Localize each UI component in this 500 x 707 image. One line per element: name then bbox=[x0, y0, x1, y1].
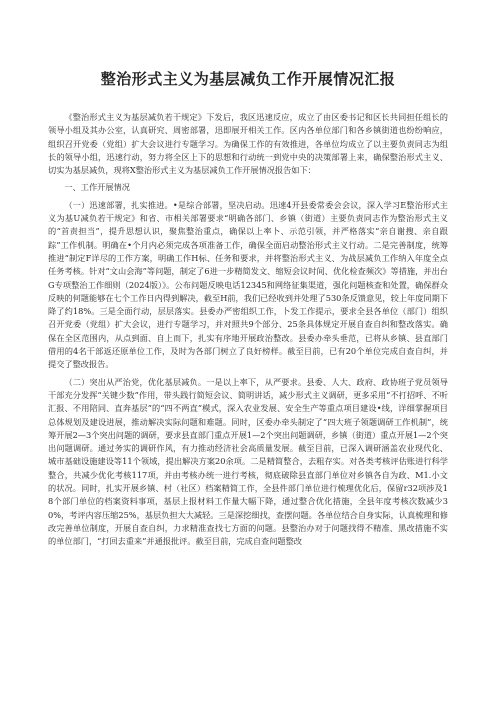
document-title: 整治形式主义为基层减负工作开展情况汇报 bbox=[100, 70, 396, 88]
section-heading: 一、工作开展情况 bbox=[64, 182, 130, 193]
body-paragraph-1: （一）迅速部署，扎实推进。•是综合部署，坚决启动。迅速4开县委常委会会议，深入学习E整治形式主义为基U减负若干规定》和省、市相关部署要求“明确各部门、乡镇（街道）主要负责同志作为整治形式主义的“首责担当”，提升思想认识，聚焦整治重点，确保以上率卜、示范引领，并严格落实“亲自谢搜、亲自跟踪”工作机制。明确在•个月内必须完成各项准备工作，确保全面启动整治形式主义行动。二是完善制度，统筹推进“制定F详尽的工作方案，明确工作H标、任务和要求，并将整治形式主义、为战层减负工作纳入年度全点任务考核。针对“文山会海”等问题，制定了6进一步精简发文、缩短会议时间、优化检查频次》等措施，并出台G专项整治工作细则（2024版）》。公布问题反映电话12345和网络征集渠道，强化问题核查和处置，确保群众反映的何题能够在七个工作日内得到解决，截至H前，我们已经收到并处理了530条反馈意见，较上年度同期下降了约18%。三是全面行动，层层落实。县委办严密组织工作，卜发工作提示，要求全县各单位（部门）组织召开党委（党组）扩大会议，进行专题学习，并对照共9个部分、25条具体规定开展自查自纠和整改落实。确保在全区范围内，从点到面、自上而下，扎实有序地开展政治整改。县委办牵头垂范，已将从乡镇、县直部门借用的4名干部返还原单位工作，及时为各部门树立了良好榜样。截至目前，已有20个单位完成自查自纠，并提交了整改报告。 bbox=[48, 199, 448, 370]
body-paragraph-2: （二）突出从严治党，优化基层减负。一是以上率下，从严要求。县委、人大、政府、政协班子党员领导干部充分发挥“关键少数”作用，带头践行简短会议、简明讲话，减少形式主义调研，更多采用“不打招呼、不听汇报、不用陪同、直奔基层”的“四不两直”模式，深入农业发展、安全生产等重点项目建设•线，详细掌握项目总体规划及建设进展，推动解决实际问题和难题。同时，区委办牵头制定了“四大班子领题调研工作机制”，统筹开展2—3个突出问题的调研，要求县直部门重点开展1—2个突出问题调研，乡镇（街道）重点开展1—2个突出问题调研。通过务实的调研作风，有力推动经济社会高质量发展。截至目前，已深入调研涵盖农业现代化、城市基础设施建设等11个领域，提出解决方案20余项。二是精简整合，去粗存实。对各类考核评估账进行科学整合，共减少优化考核117项，并由考核办统一进行考核，彻底破除县直部门单位对乡镇各自为政、M1.小文的状况。同时，扎实开展乡镇、村（社区）档案精简工作，全县件部门单位进行梳理优化后，保留r32项涉及18个部门单位的档案资料事项，基层上报材料工作量大幅下降，通过整合优化措施，全县年度考核次数减少30%，考评内容压缩25%，基层负担大大减轻。三是深挖细找，查摆问题。各单位结合自身实际，认真梳理和修改完善单位制度，开展自查自纠，力求精准查找七方面的问题。县整治办对于问题找得不精准、黑改措施不实的单位部门，“打回去重来”并通报批评。截至目前，完成自查问题整改 bbox=[48, 376, 448, 547]
intro-paragraph: 《整治形式主义为基层减负若干规定》下发后，我区迅速反应，成立了由区委书记和区长共同担任组长的领导小组及其办公室，认真研究、周密部署，迅即展开相关工作。区内各单位部门和各乡镇街道也纷纷响应，组织召开党委（党组）扩大会议进行专题学习。为确保工作的有效推进，各单位均成立了以主要负责同志为组长的领导小组，迅速行动，努力将全区上下的思想和行动统一到党中央的决策部署上来，确保整治形式主义、切实为基层减负，现将X整治形式主义为基层减负工作开展情况报告如下： bbox=[48, 112, 448, 176]
